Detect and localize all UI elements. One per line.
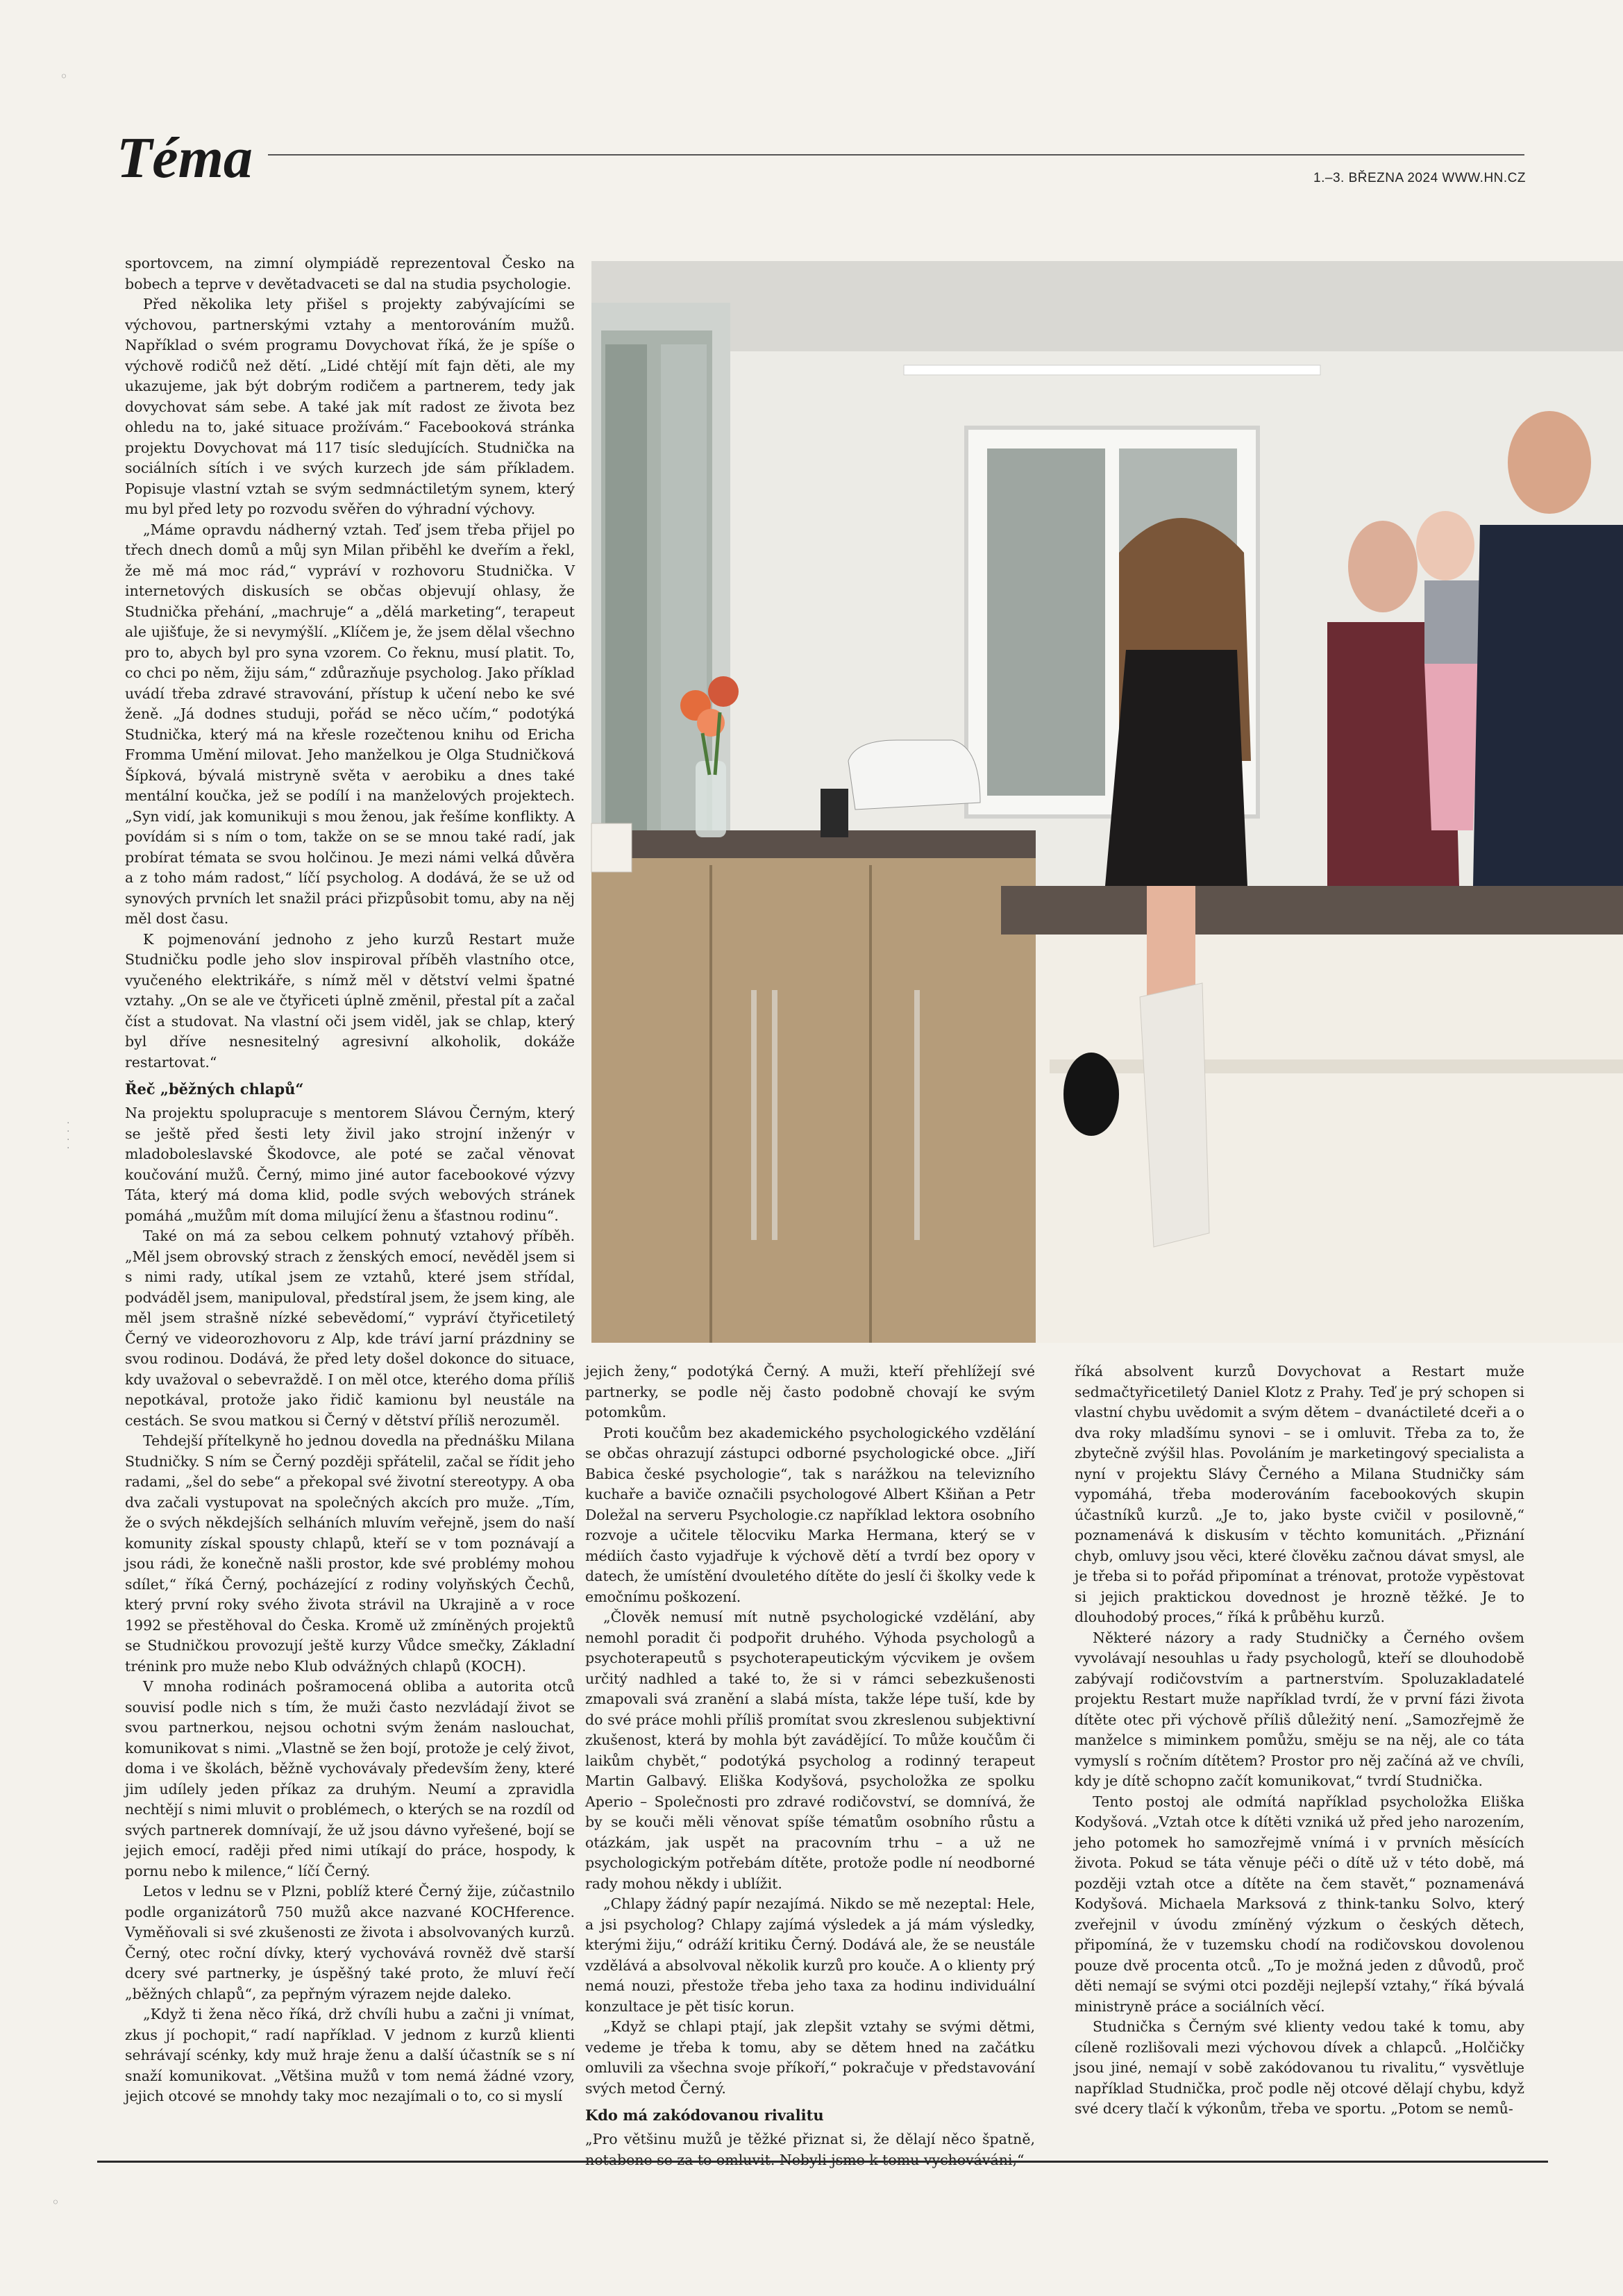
paragraph: „Člověk nemusí mít nutně psychologické vzdělání, aby nemohl poradit či podpořit druhého. Výhoda psychologů a psychoterapeutů s psychoterapeutickým výcvikem je ovšem určitý nadhled a také to, že si v rámci sebezkušenosti zmapovali svá zranění a slabá místa, takže lépe tuší, kde by do své práce mohli příliš promítat svou zkreslenou subjektivní zkušenost, která by mohla být zavádějící. To může koučům či laikům chybět,“ podotýká psycholog a rodinný terapeut Martin Galbavý. Eliška Kodyšová, psycholožka ze spolku Aperio – Společnosti pro zdravé rodičovství, se domnívá, že by se kouči měli věnovat spíše tématům osobního růstu a otázkám, jak uspět na pracovním trhu – a už ne psychologickým potřebám dítěte, protože podle ní neodborné rady mohou někdy i ublížit.: [585, 1609, 1035, 1892]
paragraph: Studnička s Černým své klienty vedou také k tomu, aby cíleně rozlišovali mezi výchovou dívek a chlapců. „Holčičky jsou jiné, nemají v sobě zakódovanou tu rivalitu,“ vysvětluje například Studnička, proč podle něj otcové dělají chybu, když své dcery tlačí k výkonům, třeba ve sportu. „Potom se nemů-: [1075, 2018, 1524, 2117]
paragraph: Některé názory a rady Studničky a Černého ovšem vyvolávají nesouhlas u řady psychologů, kteří se dlouhodobě zabývají rodičovstvím a partnerstvím. Spoluzakladatelé projektu Restart muže například tvrdí, že v první fázi života dítěte otec při výchově příliš důležitý není. „Samozřejmě že manželce s miminkem pomůžu, směju se na něj, ale co táta vymyslí s ročním dítětem? Prostor pro něj začíná až ve chvíli, kdy je dítě schopno začít komunikovat,“ tvrdí Studnička.: [1075, 1629, 1524, 1789]
footer-rule: [97, 2161, 1548, 2163]
paragraph: jejich ženy,“ podotýká Černý. A muži, kteří přehlížejí své partnerky, se podle něj často podobně chovají ke svým potomkům.: [585, 1363, 1035, 1421]
paragraph: Tento postoj ale odmítá například psycholožka Eliška Kodyšová. „Vztah otce k dítěti vzniká už před jeho narozením, jeho potomek ho samozřejmě vnímá i v prvních měsících života. Pokud se táta věnuje péči o dítě už v této době, má později vztah otce a dítěte na čem stavět,“ poznamenává Kodyšová. Michaela Marksová z think-tanku Solvo, který zveřejnil v úvodu zmíněný výzkum o českých dětech, připomíná, že v tuzemsku chodí na rodičovskou dovolenou pouze dvě procenta otců. „To je možná jeden z důvodů, proč děti nemají se svými otci později nejlepší vztahy,“ říká bývalá ministryně práce a sociálních věcí.: [1075, 1793, 1524, 2015]
paragraph: „Pro většinu mužů je těžké přiznat si, že dělají něco špatně, notabene se za to omluvit. Nebyli jsme k tomu vychováváni,“: [585, 2131, 1035, 2168]
subheading: Řeč „běžných chlapů“: [125, 1080, 304, 1098]
section-title: Téma: [117, 126, 253, 190]
paragraph: Na projektu spolupracuje s mentorem Slávou Černým, který se ještě před šesti lety živil jako strojní inženýr v mladoboleslavské Škodovce, ale poté se začal věnovat koučování mužů. Černý, mimo jiné autor facebookové výzvy Táta, který má doma klid, podle svých webových stránek pomáhá „mužům mít doma milující ženu a šťastnou rodinu“.: [125, 1105, 575, 1224]
paragraph: sportovcem, na zimní olympiádě reprezentoval Česko na bobech a teprve v devětadvaceti se dal na studia psychologie.: [125, 255, 575, 292]
paragraph: „Když ti žena něco říká, drž chvíli hubu a začni ji vnímat, zkus jí pochopit,“ radí například. V jednom z kurzů klienti sehrávají scénky, kdy muž hraje ženu a další účastník se s ní snaží komunikovat. „Většina mužů v tom nemá žádné vzory, jejich otcové se mnohdy taky moc nezajímali o to, co si myslí: [125, 2006, 575, 2104]
paragraph: Také on má za sebou celkem pohnutý vztahový příběh. „Měl jsem obrovský strach z ženských emocí, nevěděl jsem si s nimi rady, utíkal jsem ze vztahů, které jsem střídal, podváděl jsem, manipuloval, předstíral jsem, že jsem king, ale měl jsem strašně nízké sebevědomí,“ vypráví čtyřicetiletý Černý ve videorozhovoru z Alp, kde tráví jarní prázdniny se svou rodinou. Dodává, že před lety došel dokonce do situace, kdy uvažoval o sebevraždě. I on měl otce, kterého doma příliš nepotkával, protože jako řidič kamionu byl neustále na cestách. Se svou matkou si Černý v dětství příliš nerozuměl.: [125, 1227, 575, 1429]
paragraph: K pojmenování jednoho z jeho kurzů Restart muže Studničku podle jeho slov inspiroval příběh vlastního otce, vyučeného elektrikáře, s nímž měl v dětství velmi špatné vztahy. „On se ale ve čtyřiceti úplně změnil, přestal pít a začal číst a studovat. Na vlastní oči jsem viděl, jak se chlap, který byl dříve nesnesitelný agresivní alkoholik, dokáže restartovat.“: [125, 930, 575, 1071]
header-rule: [268, 154, 1524, 156]
subheading: Kdo má zakódovanou rivalitu: [585, 2106, 824, 2124]
paragraph: „Máme opravdu nádherný vztah. Teď jsem třeba přijel po třech dnech domů a můj syn Milan přiběhl ke dveřím a řekl, že mě má moc rád,“ vypráví v rozhovoru Studnička. V internetových diskusích se občas objevují ohlasy, že Studnička přehání, „machruje“ a „dělá marketing“, terapeut ale ujišťuje, že si nevymýšlí. „Klíčem je, že jsem dělal všechno pro to, abych byl pro syna vzorem. Co řeknu, musí platit. To, co chci po něm, žiju sám,“ zdůrazňuje psycholog. Jako příklad uvádí třeba zdravé stravování, přístup k učení nebo ke své ženě. „Já dodnes studuji, pořád se něco učím,“ podotýká Studnička, který má na křesle rozečtenou knihu od Ericha Fromma Umění milovat. Jeho manželkou je Olga Studničková Šípková, bývalá mistryně světa v aerobiku a dnes také mentální koučka, jež se podílí i na manželových projektech. „Syn vidí, jak komunikuji s mou ženou, jak řešíme konflikty. A povídám si s ním o tom, takže on se se mnou také radí, jak probírat témata se svou holčinou. Je mezi námi velká důvěra a z toho mám radost,“ líčí psycholog. A dodává, že se už od synových prvních let snažil práci přizpůsobit tomu, aby na něj měl dost času.: [125, 521, 575, 927]
paragraph: Tehdejší přítelkyně ho jednou dovedla na přednášku Milana Studničky. S ním se Černý později spřátelil, začal se řídit jeho radami, „šel do sebe“ a překopal své životní stereotypy. A oba dva začali vystupovat na společných akcích pro muže. „Tím, že o svých někdejších selháních mluvím veřejně, jsem do naší komunity získal spousty chlapů, kteří se v tom poznávají a jsou rádi, že konečně našli prostor, kde své problémy mohou sdílet,“ říká Černý, pocházející z rodiny volyňských Čechů, který první roky svého života strávil na Ukrajině a v roce 1992 se přestěhoval do Česka. Kromě už zmíněných projektů se Studničkou provozují ještě kurzy Vůdce smečky, Základní trénink pro muže nebo Klub odvážných chlapů (KOCH).: [125, 1432, 575, 1675]
article-column-2: [585, 1361, 1035, 2168]
paragraph: Letos v lednu se v Plzni, poblíž které Černý žije, zúčastnilo podle organizátorů 750 mužů akce nazvané KOCHference. Vyměňovali si své zkušenosti ze života i absolvovaných kurzů. Černý, otec roční dívky, který vychovává rovněž dvě starší dcery své partnerky, je úspěšný také proto, že mluví řečí „běžných chlapů“, za pepřným výrazem nejde daleko.: [125, 1883, 575, 2002]
scan-mark-bottom: ◦: [51, 2194, 60, 2211]
article-column-3: [1075, 1361, 1524, 2146]
paragraph: V mnoha rodinách pošramocená obliba a autorita otců souvisí podle nich s tím, že muži často nezvládají život se svou partnerkou, nejsou ochotni svým ženám naslouchat, komunikovat s nimi. „Vlastně se žen bojí, protože je celý život, doma i ve školách, běžně vychovávaly především ženy, které jim udílely jeden příkaz za druhým. Neumí a zpravidla nechtějí s nimi mluvit o problémech, o kterých se na rozdíl od svých partnerek domnívají, že už jsou dávno vyřešené, bojí se jejich emocí, raději před nimi utíkají do práce, hospody, k pornu nebo k milence,“ líčí Černý.: [125, 1678, 575, 1879]
scan-mark: ◦: [60, 68, 68, 85]
issue-date-url: 1.–3. BŘEZNA 2024 WWW.HN.CZ: [1313, 171, 1526, 185]
paragraph: „Když se chlapi ptají, jak zlepšit vztahy se svými dětmi, vedeme je třeba k tomu, aby se dětem hned na začátku omluvili za všechna svoje příkoří,“ pokračuje v představování svých metod Černý.: [585, 2018, 1035, 2097]
paragraph: Proti koučům bez akademického psychologického vzdělání se občas ohrazují zástupci odborné psychologické obce. „Jiří Babica české psychologie“, tak s narážkou na televizního kuchaře a baviče označili psychologové Albert Kšiňan a Petr Doležal na serveru Psychologie.cz například lektora osobního rozvoje a učitele tělocviku Marka Hermana, který se v médiích často vyjadřuje k výchově dětí a tvrdí bez opory v datech, že umístění dvouletého dítěte do jeslí či školky vede k emočnímu poškození.: [585, 1424, 1035, 1605]
scan-dots: · · · ·: [67, 1118, 70, 1154]
paragraph: říká absolvent kurzů Dovychovat a Restart muže sedmačtyřicetiletý Daniel Klotz z Prahy. Teď je prý schopen si vlastní chybu uvědomit a svým dětem – dvanáctileté dceři a o dva roky mladšímu synovi – se i omluvit. Třeba za to, že zbytečně zvýšil hlas. Povoláním je marketingový specialista a nyní v projektu Slávy Černého a Milana Studničky sám vypomáhá, třeba moderováním facebookových skupin účastníků kurzů. „Je to, jako byste cvičil v posilovně,“ poznamenává k diskusím v těchto komunitách. „Přiznání chyb, omluvy jsou věci, které člověku začnou dávat smysl, ale je třeba si to pořád připomínat a trénovat, protože vypěstovat si jejich praktickou dovednost je hrozně těžké. Je to dlouhodobý proces,“ říká k průběhu kurzů.: [1075, 1363, 1524, 1625]
paragraph: Před několika lety přišel s projekty zabývajícími se výchovou, partnerskými vztahy a mentorováním mužů. Například o svém programu Dovychovat říká, že je spíše o výchově rodičů než dětí. „Lidé chtějí mít fajn děti, ale my ukazujeme, jak být dobrým rodičem a partnerem, tedy jak dovychovat sám sebe. A také jak mít radost ze života bez ohledu na to, jaké situace prožívám.“ Facebooková stránka projektu Dovychovat má 117 tisíc sledujících. Studnička na sociálních sítích i ve svých kurzech jde sám příkladem. Popisuje vlastní vztah se svým sedmnáctiletým synem, který mu byl před lety po rozvodu svěřen do výhradní výchovy.: [125, 296, 575, 517]
paragraph: „Chlapy žádný papír nezajímá. Nikdo se mě nezeptal: Hele, a jsi psycholog? Chlapy zajímá výsledek a já mám výsledky, kterými žiju,“ odráží kritiku Černý. Dodává ale, že se neustále vzdělává a absolvoval několik kurzů pro kouče. A o klienty prý nemá nouzi, přestože třeba jeho taxa za hodinu individuální konzultace je pět tisíc korun.: [585, 1895, 1035, 2015]
article-column-1: [125, 253, 575, 2146]
family-photo: [591, 261, 1623, 1343]
